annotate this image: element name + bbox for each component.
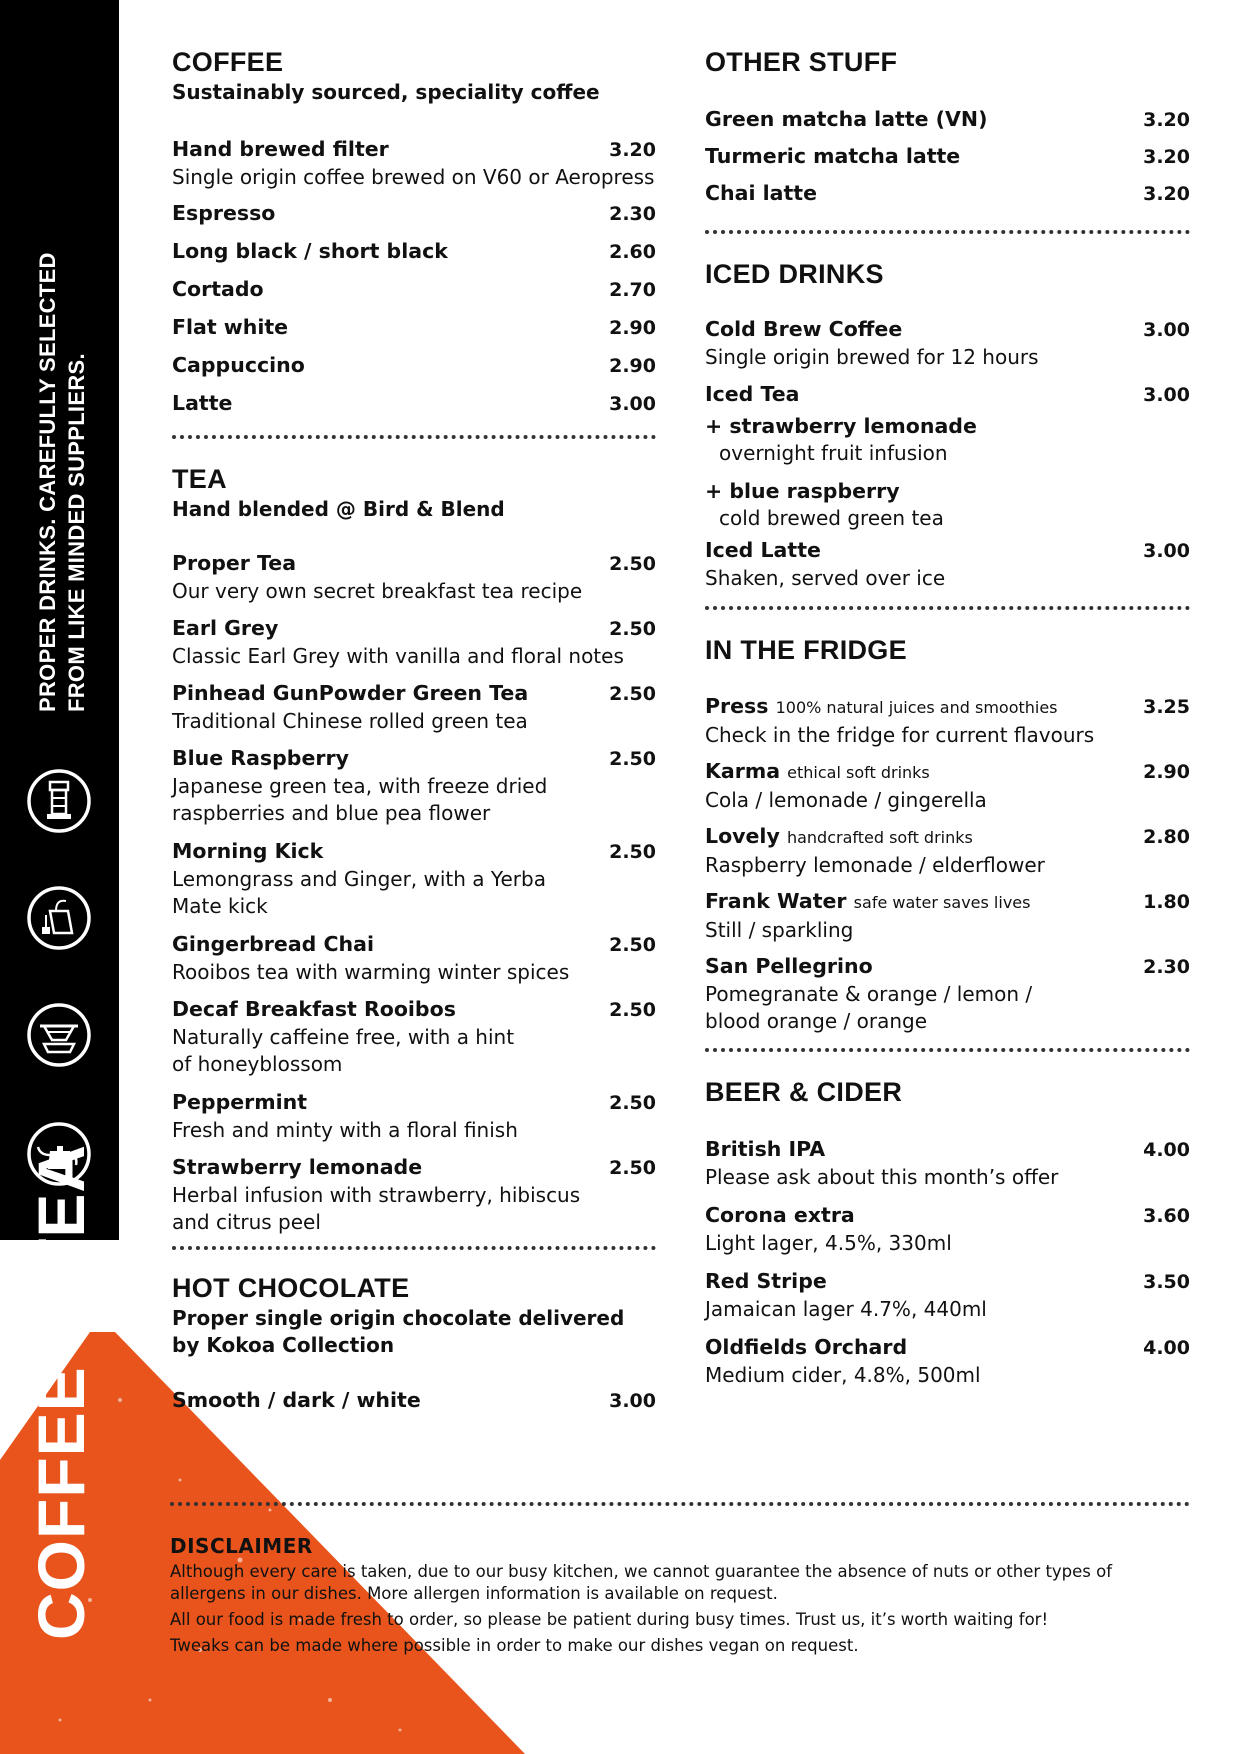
item-description: Medium cider, 4.8%, 500ml <box>705 1363 981 1387</box>
item-name: Peppermint <box>172 1090 308 1114</box>
section-divider <box>172 1246 656 1250</box>
menu-item-karma <box>705 757 1190 822</box>
item-price: 3.00 <box>1143 319 1190 341</box>
coffee-title: COFFEE <box>172 47 284 77</box>
item-price: 2.90 <box>1143 761 1190 783</box>
disclaimer-line: Although every care is taken, due to our busy kitchen, we cannot guarantee the absence of nuts or other types of allergens in our dishes. More allergen information is available on request. <box>170 1562 1113 1603</box>
left-column <box>172 46 656 1415</box>
item-description: Fresh and minty with a floral finish <box>172 1118 518 1142</box>
item-price: 3.20 <box>1143 146 1190 168</box>
menu-item-espresso <box>172 199 656 237</box>
item-price: 2.50 <box>609 999 656 1021</box>
menu-item-green-matcha-latte <box>705 105 1190 142</box>
item-name: Cold Brew Coffee <box>705 317 903 341</box>
item-name: Lovely <box>705 824 780 848</box>
menu-item-corona-extra <box>705 1201 1190 1267</box>
item-name: Decaf Breakfast Rooibos <box>172 997 456 1021</box>
menu-item-morning-kick <box>172 837 656 930</box>
item-description: Raspberry lemonade / elderflower <box>705 853 1045 877</box>
item-price: 2.70 <box>609 279 656 301</box>
menu-item-oldfields-orchard <box>705 1333 1190 1393</box>
addon-description: overnight fruit infusion <box>719 441 948 465</box>
item-name: Earl Grey <box>172 616 279 640</box>
item-description: Shaken, served over ice <box>705 566 946 590</box>
item-name: Turmeric matcha latte <box>705 144 961 168</box>
disclaimer-title: DISCLAIMER <box>170 1534 313 1558</box>
disclaimer <box>170 1533 1190 1657</box>
item-description: Rooibos tea with warming winter spices <box>172 960 570 984</box>
in-the-fridge-title: IN THE FRIDGE <box>705 635 907 665</box>
menu-item-gunpowder-green-tea <box>172 679 656 744</box>
menu-item-long-black <box>172 237 656 275</box>
item-description: Classic Earl Grey with vanilla and floral notes <box>172 644 624 668</box>
item-price: 2.90 <box>609 355 656 377</box>
item-price: 1.80 <box>1143 891 1190 913</box>
item-price: 2.50 <box>609 683 656 705</box>
menu-item-latte <box>172 389 656 427</box>
item-price: 3.20 <box>1143 183 1190 205</box>
menu-item-san-pellegrino <box>705 952 1190 1038</box>
iced-drinks-title: ICED DRINKS <box>705 259 884 289</box>
disclaimer-line: All our food is made fresh to order, so please be patient during busy times. Trust us, it’s worth waiting for! <box>170 1610 1049 1629</box>
hot-chocolate-title: HOT CHOCOLATE <box>172 1273 410 1303</box>
item-name: Iced Tea <box>705 382 800 406</box>
menu-item-peppermint <box>172 1088 656 1153</box>
item-note: ethical soft drinks <box>787 763 930 782</box>
item-price: 2.50 <box>609 748 656 770</box>
menu-item-smooth-dark-white <box>172 1386 656 1415</box>
item-description: Cola / lemonade / gingerella <box>705 788 987 812</box>
other-stuff-title: OTHER STUFF <box>705 47 898 77</box>
item-name: Iced Latte <box>705 538 821 562</box>
item-price: 4.00 <box>1143 1139 1190 1161</box>
item-name: Long black / short black <box>172 239 448 263</box>
beer-cider-title: BEER & CIDER <box>705 1077 903 1107</box>
item-name: Red Stripe <box>705 1269 827 1293</box>
item-description: Our very own secret breakfast tea recipe <box>172 579 583 603</box>
coffee-subtitle: Sustainably sourced, speciality coffee <box>172 80 600 104</box>
addon-name: + blue raspberry <box>705 479 900 503</box>
coffee-dripper-icon <box>26 1002 92 1068</box>
sidebar-tagline <box>33 230 93 712</box>
item-price: 2.50 <box>609 618 656 640</box>
item-name: San Pellegrino <box>705 954 873 978</box>
menu-item-gingerbread-chai <box>172 930 656 995</box>
section-divider <box>705 1048 1190 1052</box>
item-price: 2.50 <box>609 1157 656 1179</box>
item-name: Corona extra <box>705 1203 855 1227</box>
menu-item-cortado <box>172 275 656 313</box>
menu-addon-strawberry-lemonade <box>705 412 1190 477</box>
item-note: safe water saves lives <box>853 893 1031 912</box>
section-divider <box>705 230 1190 234</box>
addon-description: cold brewed green tea <box>719 506 944 530</box>
coffee-section <box>172 46 656 427</box>
menu-item-iced-tea <box>705 380 1190 412</box>
item-price: 4.00 <box>1143 1337 1190 1359</box>
item-description: Check in the fridge for current flavours <box>705 723 1095 747</box>
item-price: 2.90 <box>609 317 656 339</box>
item-name: Green matcha latte (VN) <box>705 107 988 131</box>
item-price: 3.00 <box>609 1390 656 1412</box>
menu-item-cappuccino <box>172 351 656 389</box>
item-name: British IPA <box>705 1137 826 1161</box>
item-note: 100% natural juices and smoothies <box>775 698 1058 717</box>
item-name: Latte <box>172 391 233 415</box>
item-name: Chai latte <box>705 181 817 205</box>
item-price: 2.50 <box>609 841 656 863</box>
item-price: 3.00 <box>1143 540 1190 562</box>
menu-item-cold-brew-coffee <box>705 315 1190 380</box>
item-name: Smooth / dark / white <box>172 1388 421 1412</box>
item-description: Herbal infusion with strawberry, hibiscus and citrus peel <box>172 1183 581 1234</box>
tagline-text: PROPER DRINKS. CAREFULLY SELECTED FROM LIKE MINDED SUPPLIERS. <box>35 252 89 712</box>
menu-item-turmeric-matcha-latte <box>705 142 1190 179</box>
menu-item-british-ipa <box>705 1135 1190 1201</box>
item-description: Light lager, 4.5%, 330ml <box>705 1231 952 1255</box>
in-the-fridge-section <box>705 634 1190 1038</box>
menu-item-press <box>705 692 1190 757</box>
item-price: 3.00 <box>1143 384 1190 406</box>
item-price: 3.00 <box>609 393 656 415</box>
item-description: Please ask about this month’s offer <box>705 1165 1059 1189</box>
item-name: Proper Tea <box>172 551 297 575</box>
other-stuff-section <box>705 46 1190 216</box>
aeropress-icon <box>26 768 92 834</box>
item-name: Oldfields Orchard <box>705 1335 908 1359</box>
item-description: Pomegranate & orange / lemon / blood orange / orange <box>705 982 1033 1033</box>
menu-item-blue-raspberry <box>172 744 656 837</box>
menu-item-flat-white <box>172 313 656 351</box>
menu-item-red-stripe <box>705 1267 1190 1333</box>
item-price: 2.50 <box>609 553 656 575</box>
item-name: Cortado <box>172 277 264 301</box>
item-price: 2.80 <box>1143 826 1190 848</box>
disclaimer-line: Tweaks can be made where possible in order to make our dishes vegan on request. <box>170 1636 859 1655</box>
menu-item-chai-latte <box>705 179 1190 216</box>
item-name: Pinhead GunPowder Green Tea <box>172 681 529 705</box>
item-name: Morning Kick <box>172 839 324 863</box>
brand-text: COFFEE & TEA <box>24 1143 98 1640</box>
section-divider <box>172 435 656 439</box>
item-description: Single origin coffee brewed on V60 or Aeropress <box>172 165 655 189</box>
brand-logo <box>24 1143 98 1640</box>
item-name: Flat white <box>172 315 289 339</box>
item-name: Press <box>705 694 769 718</box>
item-description: Naturally caffeine free, with a hint of honeyblossom <box>172 1025 515 1076</box>
menu-item-hand-brewed-filter <box>172 135 656 199</box>
beer-cider-section <box>705 1076 1190 1393</box>
item-price: 2.50 <box>609 934 656 956</box>
item-name: Karma <box>705 759 781 783</box>
item-price: 2.50 <box>609 1092 656 1114</box>
hot-chocolate-subtitle: Proper single origin chocolate delivered by Kokoa Collection <box>172 1306 625 1357</box>
menu-item-earl-grey <box>172 614 656 679</box>
addon-name: + strawberry lemonade <box>705 414 977 438</box>
item-description: Still / sparkling <box>705 918 854 942</box>
item-price: 2.30 <box>1143 956 1190 978</box>
item-name: Gingerbread Chai <box>172 932 374 956</box>
item-description: Single origin brewed for 12 hours <box>705 345 1039 369</box>
item-description: Traditional Chinese rolled green tea <box>172 709 528 733</box>
footer-divider <box>170 1502 1190 1506</box>
item-description: Japanese green tea, with freeze dried raspberries and blue pea flower <box>172 774 548 825</box>
section-divider <box>705 606 1190 610</box>
tea-bag-icon <box>26 885 92 951</box>
menu-addon-blue-raspberry <box>705 477 1190 536</box>
item-price: 2.30 <box>609 203 656 225</box>
item-name: Strawberry lemonade <box>172 1155 423 1179</box>
tea-subtitle: Hand blended @ Bird & Blend <box>172 497 505 521</box>
item-price: 3.20 <box>609 139 656 161</box>
item-description: Lemongrass and Ginger, with a Yerba Mate kick <box>172 867 546 918</box>
menu-item-lovely <box>705 822 1190 887</box>
item-name: Cappuccino <box>172 353 305 377</box>
item-price: 2.60 <box>609 241 656 263</box>
menu-item-iced-latte <box>705 536 1190 594</box>
right-column <box>705 46 1190 1393</box>
hot-chocolate-section <box>172 1272 656 1415</box>
item-name: Hand brewed filter <box>172 137 389 161</box>
tea-title: TEA <box>172 464 227 494</box>
menu-item-proper-tea <box>172 549 656 614</box>
item-name: Espresso <box>172 201 276 225</box>
item-price: 3.60 <box>1143 1205 1190 1227</box>
item-description: Jamaican lager 4.7%, 440ml <box>705 1297 987 1321</box>
item-note: handcrafted soft drinks <box>786 828 973 847</box>
sidebar <box>0 0 119 1240</box>
menu-item-frank-water <box>705 887 1190 952</box>
item-price: 3.50 <box>1143 1271 1190 1293</box>
tea-section <box>172 463 656 1240</box>
item-name: Frank Water <box>705 889 847 913</box>
iced-drinks-section <box>705 258 1190 594</box>
item-price: 3.25 <box>1143 696 1190 718</box>
item-price: 3.20 <box>1143 109 1190 131</box>
menu-item-decaf-rooibos <box>172 995 656 1088</box>
item-name: Blue Raspberry <box>172 746 349 770</box>
menu-item-strawberry-lemonade <box>172 1153 656 1240</box>
